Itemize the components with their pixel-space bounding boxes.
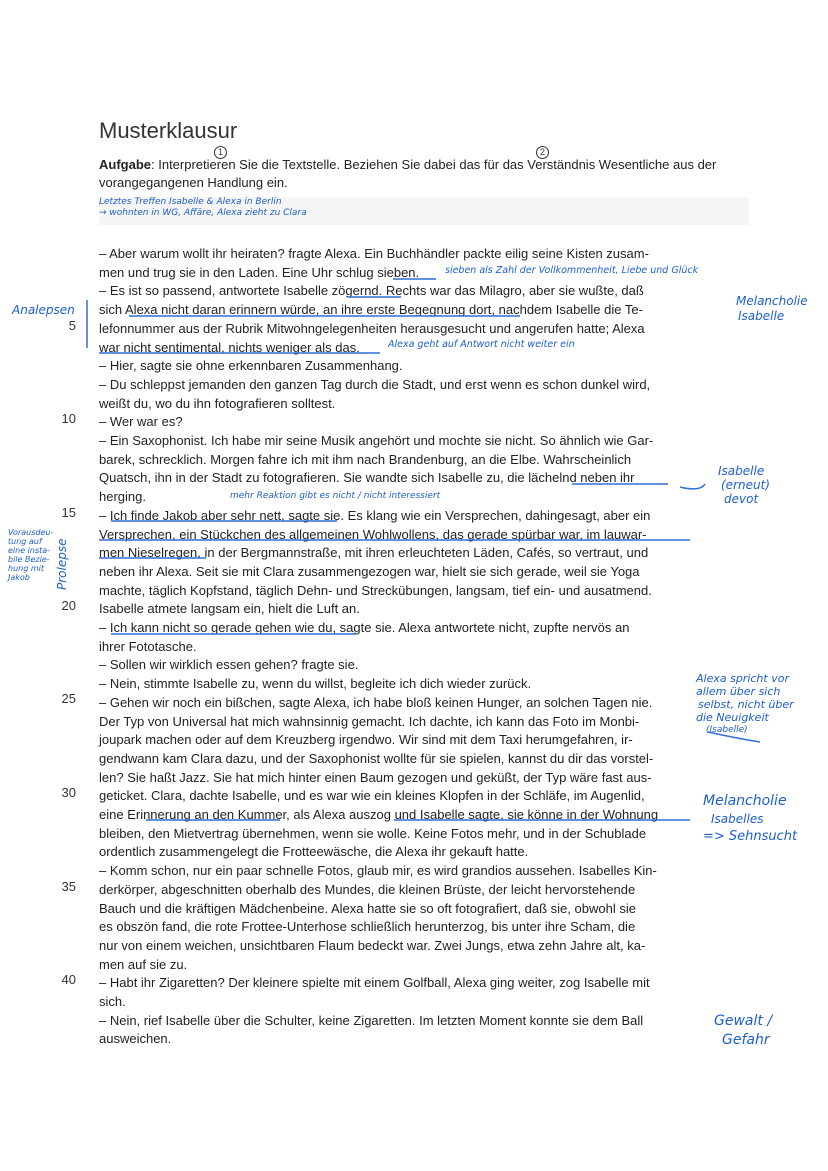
text-line: derkörper, abgeschnitten oberhalb des Mundes, die kleinen Brüste, der leicht hervorstehende — [99, 881, 636, 897]
devot-pointer — [680, 484, 705, 489]
line-number: 25 — [61, 691, 76, 706]
text-line: herging. — [99, 489, 146, 505]
text-line: len? Sie haßt Jazz. Sie hat mich hinter einen Baum gezogen und geküßt, der Typ wäre fast aus- — [99, 769, 652, 785]
text-line: Quatsch, ihn in der Stadt zu fotografieren. Sie wandte sich Isabelle zu, die lächelnd neben ihr — [99, 470, 635, 486]
note-line: Isabelle — [738, 309, 785, 323]
text-line: neben ihr Alexa. Seit sie mit Clara zusammengezogen war, hielt sie sich gerade, weil sie Yoga — [99, 563, 640, 579]
note-line: allem über sich — [696, 685, 781, 698]
text-line: nur von einem weichen, unsichtbaren Flaum bedeckt war. Zwei Jungs, etwa zehn Jahre alt, ka- — [99, 937, 646, 953]
text-line: lefonnummer aus der Rubrik Mitwohngelegenheiten herausgesucht und angerufen hatte; Alexa — [99, 320, 645, 336]
text-line: war nicht sentimental, nichts weniger als das. — [99, 339, 360, 355]
annotation-gewalt — [714, 1012, 772, 1050]
line-number: 40 — [61, 972, 76, 987]
note-line: Isabelle — [718, 464, 765, 478]
text-line: – Nein, rief Isabelle über die Schulter, keine Zigaretten. Im letzten Moment konnte sie dem Ball — [99, 1012, 644, 1028]
annotation-reaktion: mehr Reaktion gibt es nicht / nicht interessiert — [230, 491, 441, 501]
note-line: Alexa spricht vor — [696, 672, 789, 685]
text-line: joupark machen oder auf dem Kreuzberg irgendwo. Wir sind mit dem Taxi herumgefahren, ir- — [99, 732, 633, 748]
text-line: barek, schrecklich. Morgen fahre ich mit ihm nach Brandenburg, an die Elbe. Wahrscheinlich — [99, 451, 632, 467]
note-line: Jakob — [8, 573, 30, 582]
note-line: die Neuigkeit — [696, 711, 769, 724]
context-note-line-2: → wohnten in WG, Affäre, Alexa zieht zu Clara — [99, 208, 307, 218]
text-line: – Hier, sagte sie ohne erkennbaren Zusammenhang. — [99, 358, 403, 374]
text-line: – Habt ihr Zigaretten? Der kleinere spielte mit einem Golfball, Alexa ging weiter, zog Isabelle mit — [99, 975, 650, 991]
note-line: Melancholie — [703, 793, 787, 809]
annotation-melancholie-1 — [736, 294, 808, 324]
text-line: sich. — [99, 994, 126, 1009]
annotation-prolepse: Prolepse — [55, 538, 69, 590]
annotation-alexa-selbst — [696, 672, 794, 737]
note-line: => Sehnsucht — [703, 829, 798, 844]
line-number: 5 — [68, 318, 76, 333]
text-line: Der Typ von Universal hat mich wahnsinnig gemacht. Ich dachte, ich kann das Foto im Monbi- — [99, 713, 640, 729]
text-line: – Du schleppst jemanden den ganzen Tag durch die Stadt, und erst wenn es schon dunkel wird, — [99, 376, 651, 392]
annotation-mark-1: 2 — [536, 146, 549, 159]
annotation-vorausdeutung — [8, 528, 53, 582]
task-text: : Interpretieren Sie die Textstelle. Beziehen Sie dabei das für das Verständnis Wesentliche aus der vorangegangenen Handlung ein. — [99, 157, 717, 190]
text-line: – Ich finde Jakob aber sehr nett, sagte sie. Es klang wie ein Versprechen, dahingesagt, aber ein — [99, 507, 651, 523]
note-line: Gewalt / — [714, 1013, 773, 1029]
text-line: ordentlich zusammengelegt die Frotteewäsche, die Alexa ihr gekauft hatte. — [99, 844, 529, 860]
text-line: ausweichen. — [99, 1031, 172, 1047]
note-line: Vorausdeu- — [8, 528, 54, 537]
text-line: geticket. Clara, dachte Isabelle, und es war wie ein kleines Klopfen in der Schläfe, im Augenlid, — [99, 788, 645, 804]
text-line: machte, täglich Kopfstand, täglich Dehn- und Streckübungen, langsam, tief ein- und ausatmend. — [99, 582, 652, 598]
line-number: 15 — [61, 505, 76, 520]
text-line: – Komm schon, nur ein paar schnelle Fotos, glaub mir, es wird grandios aussehen. Isabelles Kin- — [99, 863, 657, 879]
context-note-line-1: Letztes Treffen Isabelle & Alexa in Berlin — [99, 197, 282, 207]
annotation-analepsen: Analepsen — [12, 303, 75, 317]
text-line: Bauch und die kräftigen Mädchenbeine. Alexa hatte sie so oft fotografiert, daß sie, obwohl sie — [99, 900, 636, 916]
page-title: Musterklausur — [99, 118, 238, 143]
note-line: selbst, nicht über — [698, 698, 794, 711]
note-line: devot — [724, 492, 759, 506]
note-line: Isabelles — [711, 812, 764, 826]
context-note — [99, 197, 749, 225]
text-line: Isabelle atmete langsam ein, hielt die Luft an. — [99, 601, 360, 617]
text-line: men und trug sie in den Laden. Eine Uhr schlug sieben. — [99, 264, 420, 280]
text-line: es obszön fand, die rote Frottee-Unterhose schließlich herunterzog, bis unter ihre Scham, die — [99, 919, 636, 935]
line-number: 30 — [61, 785, 76, 800]
text-line: men Nieselregen, in der Bergmannstraße, mit ihren erleuchteten Läden, Cafés, so vertraut, und — [99, 545, 649, 561]
line-number: 35 — [61, 879, 76, 894]
text-line: Versprechen, ein Stückchen des allgemeinen Wohlwollens, das gerade spürbar war, im lauwar- — [99, 526, 647, 542]
text-line: – Wer war es? — [99, 414, 183, 430]
note-line: Gefahr — [722, 1032, 770, 1048]
note-line: (erneut) — [721, 478, 770, 492]
annotation-isabelle-devot — [718, 464, 770, 506]
task-instruction — [99, 156, 739, 192]
text-line: – Ich kann nicht so gerade gehen wie du, sagte sie. Alexa antwortete nicht, zupfte nervös an — [99, 620, 630, 635]
annotation-alexa-antwort: Alexa geht auf Antwort nicht weiter ein — [388, 339, 575, 350]
text-line: – Ein Saxophonist. Ich habe mir seine Musik angehört und mochte sie nicht. So ähnlich wie Gar- — [99, 433, 654, 448]
note-line: Melancholie — [736, 294, 808, 308]
text-line: weißt du, wo du ihn fotografieren solltest. — [99, 395, 336, 411]
text-line: – Es ist so passend, antwortete Isabelle zögernd. Rechts war das Milagro, aber sie wußte, daß — [99, 283, 644, 299]
text-line: – Nein, stimmte Isabelle zu, wenn du willst, begleite ich dich wieder zurück. — [99, 676, 532, 692]
note-line: (Isabelle) — [706, 725, 748, 735]
text-line: – Sollen wir wirklich essen gehen? fragte sie. — [99, 657, 359, 673]
note-line: hung mit — [8, 564, 44, 573]
text-line: gendwann kam Clara dazu, und der Saxophonist wollte für sie spielen, kannst du dir das vorstel- — [99, 750, 654, 766]
annotation-melancholie-2 — [703, 792, 797, 846]
text-line: ihrer Fototasche. — [99, 638, 197, 654]
task-label: Aufgabe — [99, 157, 151, 172]
line-number: 20 — [61, 598, 76, 613]
note-line: eine insta- — [8, 546, 51, 555]
text-line: – Aber warum wollt ihr heiraten? fragte Alexa. Ein Buchhändler packte eilig seine Kisten zusam- — [99, 246, 649, 261]
line-number: 10 — [61, 411, 76, 426]
text-line: men auf sie zu. — [99, 956, 188, 972]
note-line: bile Bezie- — [8, 555, 50, 564]
text-line: – Gehen wir noch ein bißchen, sagte Alexa, ich habe bloß keinen Hunger, an solchen Tagen nie. — [99, 694, 653, 710]
text-line: eine Erinnerung an den Kummer, als Alexa auszog und Isabelle sagte, sie könne in der Wohnung — [99, 807, 659, 822]
note-line: tung auf — [8, 537, 42, 546]
text-line: sich Alexa nicht daran erinnern würde, an ihre erste Begegnung dort, nachdem Isabelle die Te- — [99, 302, 643, 318]
annotation-mark-2: 1 — [214, 146, 227, 159]
text-line: bleiben, den Mietvertrag übernehmen, wenn sie wolle. Keine Fotos mehr, und in der Schublade — [99, 825, 647, 841]
annotation-sieben: sieben als Zahl der Vollkommenheit, Liebe und Glück — [445, 265, 699, 276]
